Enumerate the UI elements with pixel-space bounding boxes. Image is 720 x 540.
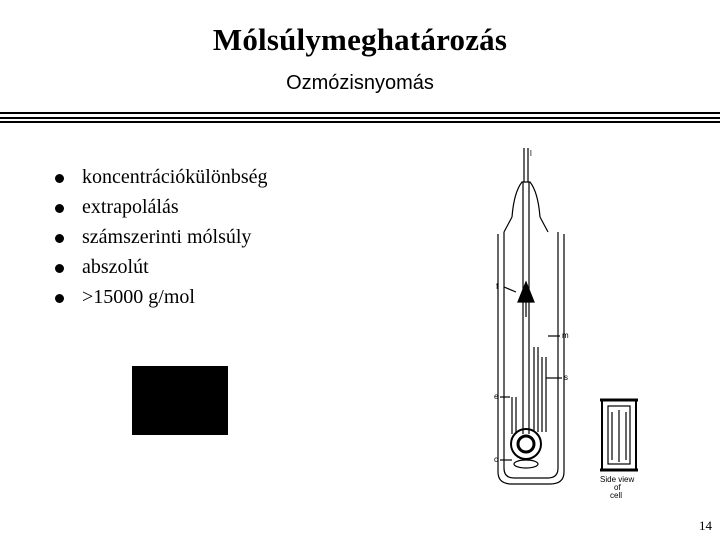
label-s: s: [564, 373, 568, 382]
bullet-dot-icon: [55, 204, 64, 213]
caption-line1: Side view: [600, 475, 635, 484]
label-m: m: [562, 331, 569, 340]
label-c: c: [494, 455, 498, 464]
label-f: f: [496, 282, 499, 291]
bullet-text: koncentrációkülönbség: [82, 166, 268, 188]
slide-subtitle: Ozmózisnyomás: [286, 72, 434, 94]
label-e: e: [494, 392, 499, 401]
header-rule-middle: [0, 117, 720, 119]
page-number: 14: [699, 518, 712, 533]
header-rule-top: [0, 112, 720, 114]
bullet-text: számszerinti mólsúly: [82, 226, 252, 248]
bullet-text: >15000 g/mol: [82, 286, 195, 308]
bullet-list: [52, 162, 268, 312]
bullet-item: [52, 162, 268, 192]
bullet-dot-icon: [55, 264, 64, 273]
bullet-item: [52, 282, 268, 312]
caption-line2: of: [614, 483, 621, 492]
caption-line3: cell: [610, 491, 623, 500]
slide-title: Mólsúlymeghatározás: [212, 22, 508, 57]
osmometer-diagram: [482, 142, 654, 500]
header-rule-bottom: [0, 121, 720, 123]
bullet-item: [52, 252, 268, 282]
bullet-item: [52, 222, 268, 252]
bullet-text: abszolút: [82, 256, 149, 278]
bullet-dot-icon: [55, 174, 64, 183]
label-l: l: [530, 149, 532, 158]
bullet-item: [52, 192, 268, 222]
black-image-placeholder: [132, 366, 228, 435]
bullet-dot-icon: [55, 234, 64, 243]
bullet-text: extrapolálás: [82, 196, 179, 218]
bullet-dot-icon: [55, 294, 64, 303]
